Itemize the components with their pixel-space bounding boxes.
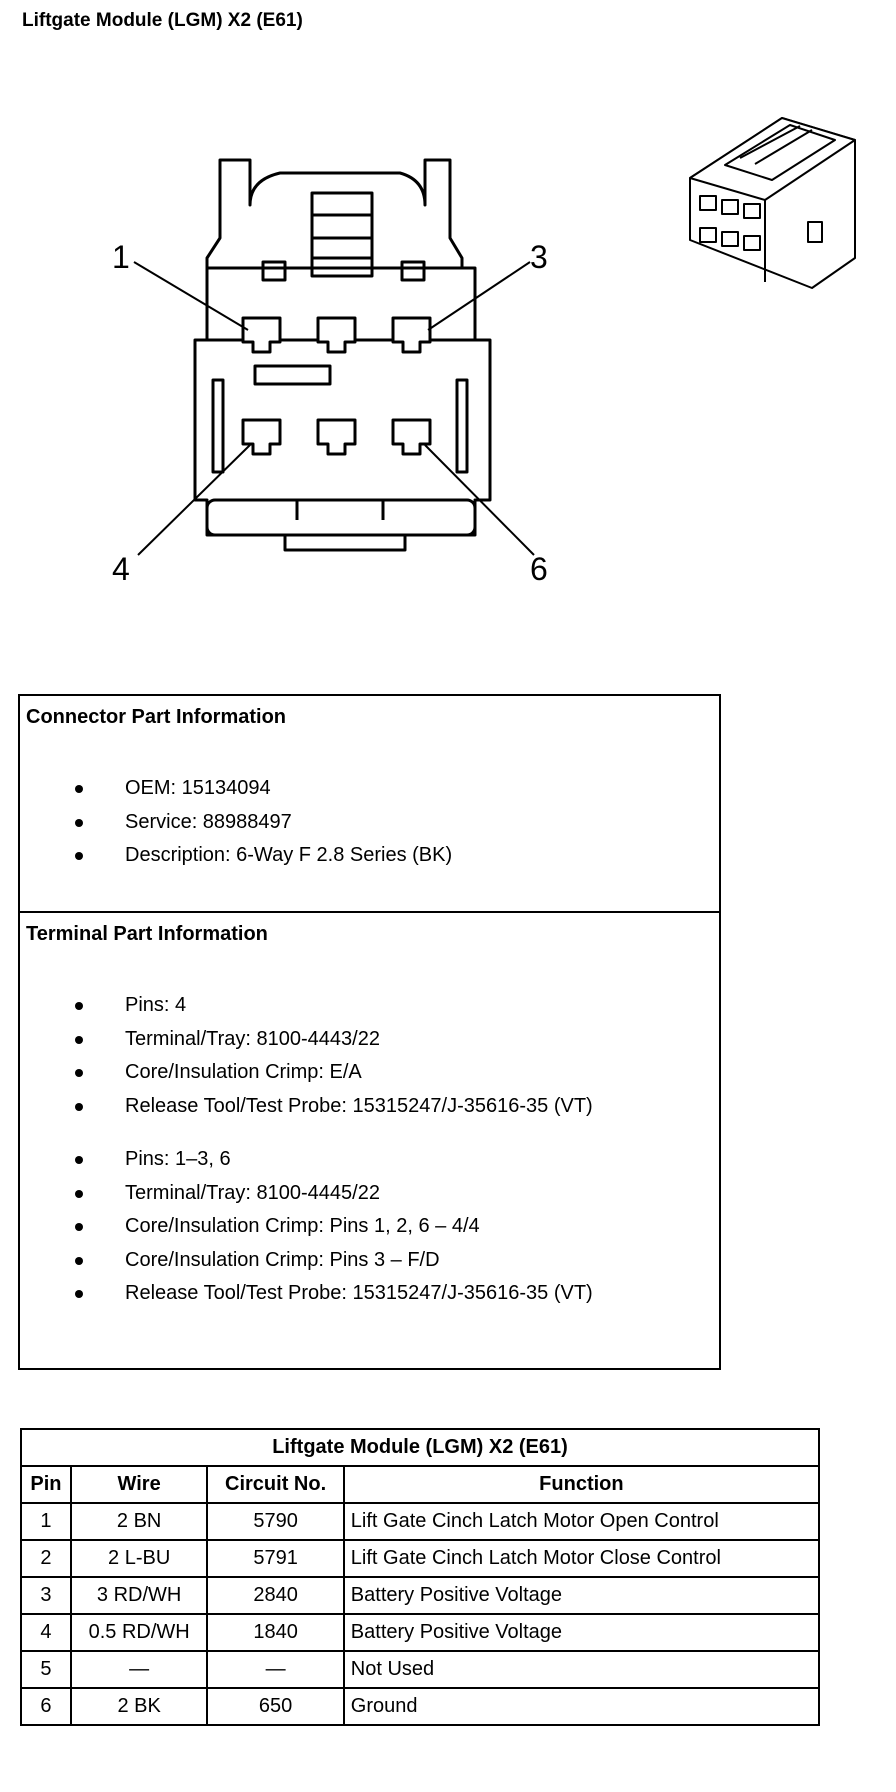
pin-label-1: 1 — [112, 239, 130, 275]
table-header-row — [21, 1466, 819, 1503]
list-item: OEM: 15134094 — [20, 772, 719, 806]
table-cell: 3 RD/WH — [71, 1577, 207, 1614]
table-cell: 6 — [21, 1688, 71, 1725]
table-row — [21, 1540, 819, 1577]
connector-info-section — [20, 696, 719, 913]
leader-pin-1 — [134, 262, 248, 330]
right-side-rail — [457, 380, 467, 472]
table-row — [21, 1614, 819, 1651]
table-cell: — — [71, 1651, 207, 1688]
table-cell: Not Used — [344, 1651, 819, 1688]
table-cell: 1 — [21, 1503, 71, 1540]
terminal-info-heading: Terminal Part Information — [26, 923, 268, 945]
cavity-3 — [393, 318, 430, 352]
terminal-info-section — [20, 913, 719, 1370]
terminal-info-list-2 — [20, 1143, 719, 1311]
pin-table — [20, 1428, 820, 1726]
table-cell: 2 BN — [71, 1503, 207, 1540]
center-key — [255, 366, 330, 384]
pin-label-3: 3 — [530, 239, 548, 275]
table-row — [21, 1688, 819, 1725]
list-item: Terminal/Tray: 8100-4443/22 — [20, 1023, 719, 1057]
list-item: Core/Insulation Crimp: E/A — [20, 1056, 719, 1090]
cavity-6 — [393, 420, 430, 454]
table-cell: Lift Gate Cinch Latch Motor Close Control — [344, 1540, 819, 1577]
table-cell: 5790 — [207, 1503, 343, 1540]
table-cell: 2 BK — [71, 1688, 207, 1725]
bottom-lock-bar — [207, 500, 475, 535]
connector-housing-outline — [195, 160, 490, 550]
column-header: Wire — [71, 1466, 207, 1503]
pin-label-6: 6 — [530, 551, 548, 587]
list-item: Core/Insulation Crimp: Pins 3 – F/D — [20, 1244, 719, 1278]
list-item: Pins: 4 — [20, 989, 719, 1023]
list-item: Release Tool/Test Probe: 15315247/J-35616-35 (VT) — [20, 1090, 719, 1124]
pin-label-4: 4 — [112, 551, 130, 587]
list-item: Core/Insulation Crimp: Pins 1, 2, 6 – 4/4 — [20, 1210, 719, 1244]
connector-info-heading: Connector Part Information — [26, 706, 287, 728]
connector-latch — [312, 193, 372, 276]
table-cell: 3 — [21, 1577, 71, 1614]
list-item: Pins: 1–3, 6 — [20, 1143, 719, 1177]
table-row — [21, 1651, 819, 1688]
pin-table-title: Liftgate Module (LGM) X2 (E61) — [21, 1429, 819, 1466]
cavity-5 — [318, 420, 355, 454]
list-item: Terminal/Tray: 8100-4445/22 — [20, 1177, 719, 1211]
terminal-cavities — [243, 318, 430, 454]
table-cell: Lift Gate Cinch Latch Motor Open Control — [344, 1503, 819, 1540]
terminal-info-list-1 — [20, 989, 719, 1123]
table-cell: 5791 — [207, 1540, 343, 1577]
table-cell: 2 — [21, 1540, 71, 1577]
column-header: Function — [344, 1466, 819, 1503]
table-cell: 650 — [207, 1688, 343, 1725]
connector-iso-view — [690, 118, 855, 288]
cavity-1 — [243, 318, 280, 352]
table-cell: 0.5 RD/WH — [71, 1614, 207, 1651]
page-title: Liftgate Module (LGM) X2 (E61) — [22, 10, 303, 31]
cavity-2 — [318, 318, 355, 352]
table-cell: 2 L-BU — [71, 1540, 207, 1577]
cavity-4 — [243, 420, 280, 454]
connector-diagram — [0, 0, 896, 640]
list-item: Service: 88988497 — [20, 806, 719, 840]
table-cell: Battery Positive Voltage — [344, 1614, 819, 1651]
table-cell: 2840 — [207, 1577, 343, 1614]
table-row — [21, 1503, 819, 1540]
leader-pin-3 — [428, 262, 530, 330]
table-cell: Battery Positive Voltage — [344, 1577, 819, 1614]
connector-info-list — [20, 772, 719, 873]
table-cell: 5 — [21, 1651, 71, 1688]
list-item: Release Tool/Test Probe: 15315247/J-35616-35 (VT) — [20, 1277, 719, 1311]
column-header: Circuit No. — [207, 1466, 343, 1503]
left-side-rail — [213, 380, 223, 472]
column-header: Pin — [21, 1466, 71, 1503]
list-item: Description: 6-Way F 2.8 Series (BK) — [20, 839, 719, 873]
table-cell: — — [207, 1651, 343, 1688]
table-cell: 4 — [21, 1614, 71, 1651]
table-cell: 1840 — [207, 1614, 343, 1651]
table-row — [21, 1577, 819, 1614]
table-cell: Ground — [344, 1688, 819, 1725]
part-info-box — [18, 694, 721, 1370]
